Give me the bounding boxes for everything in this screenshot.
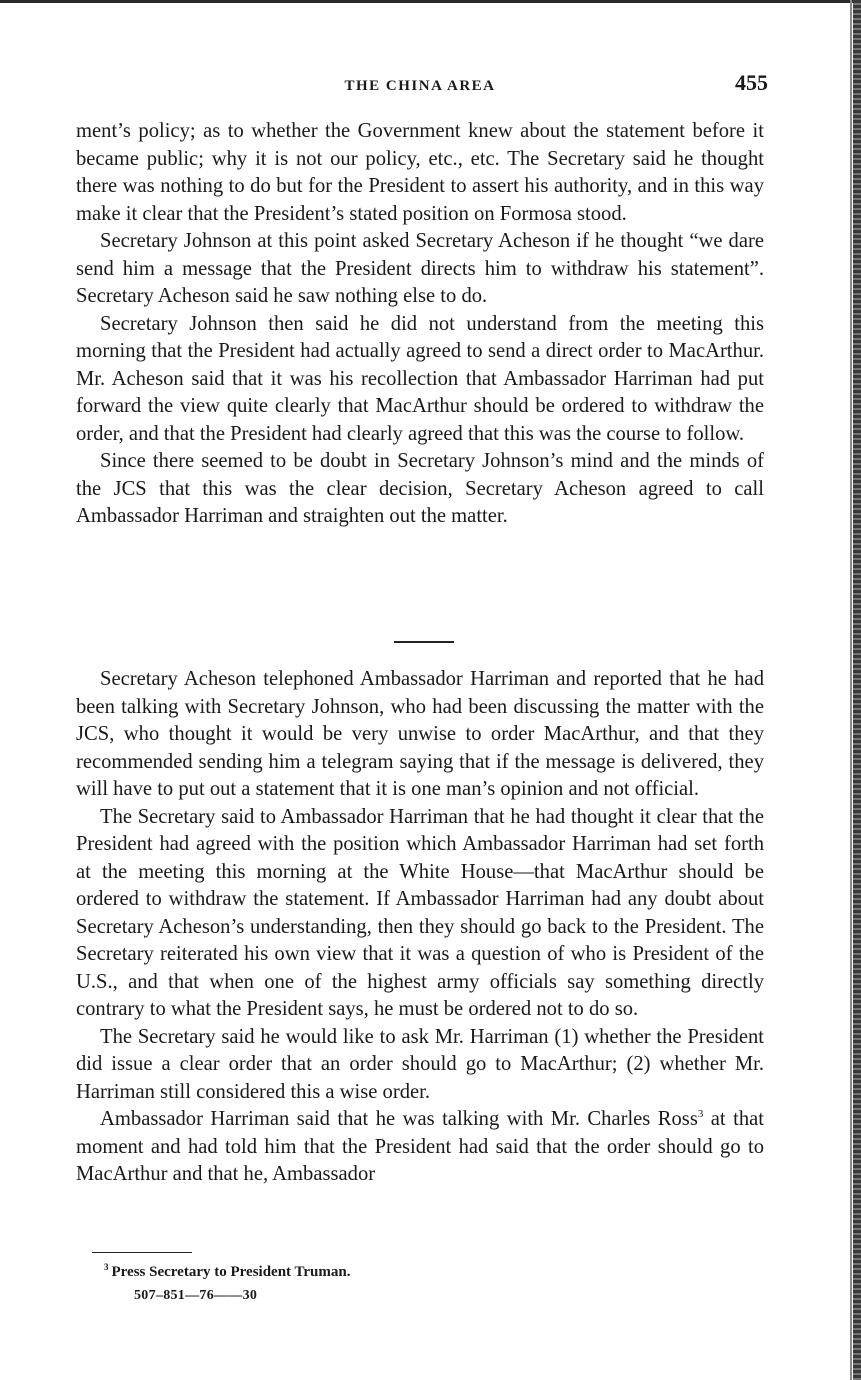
footnote-marker: 3 <box>104 1262 109 1272</box>
paragraph-text: at that moment and had told him that the President had said that the order should go to MacArthur and that he, Ambassador <box>76 1108 764 1185</box>
section-divider <box>394 641 454 643</box>
footnote-text: Press Secretary to President Truman. <box>111 1264 351 1280</box>
book-binding-edge <box>853 0 861 1380</box>
paragraph: Since there seemed to be doubt in Secretary Johnson’s mind and the minds of the JCS that this was the clear decision, Secretary Acheson agreed to call Ambassador Harriman and straighten out the matter. <box>76 450 764 527</box>
paragraph: Secretary Johnson then said he did not understand from the meeting this morning that the President had actually agreed to send a direct order to MacArthur. Mr. Acheson said that it was his recollection that Ambassador Harriman had put forward the view quite clearly that MacArthur should be ordered to withdraw the order, and that the President had clearly agreed that this was the course to follow. <box>76 312 764 445</box>
paragraph: The Secretary said he would like to ask Mr. Harriman (1) whether the President did issue a clear order that an order should go to MacArthur; (2) whether Mr. Harriman still considered this a wise order. <box>76 1025 764 1103</box>
text-block-top <box>76 118 764 531</box>
page-top-edge <box>0 0 861 3</box>
paragraph: Secretary Acheson telephoned Ambassador Harriman and reported that he had been talking with Secretary Johnson, who had been discussing the matter with the JCS, who thought it would be very unwise to order MacArthur, and that they recommended sending him a telegram saying that if the message is delivered, they will have to put out a statement that it is one man’s opinion and not official. <box>76 668 764 800</box>
print-code: 507–851—76——30 <box>134 1288 258 1303</box>
text-block-bottom <box>76 666 764 1189</box>
paragraph <box>76 1106 764 1189</box>
footnote <box>104 1262 351 1281</box>
running-head <box>76 70 768 104</box>
running-title: THE CHINA AREA <box>344 78 496 94</box>
paragraph: ment’s policy; as to whether the Government knew about the statement before it became public; why it is not our policy, etc., etc. The Secretary said he thought there was nothing to do but for the President to assert his authority, and in this way make it clear that the President’s stated position on Formosa stood. <box>76 120 764 225</box>
page-number: 455 <box>735 70 768 95</box>
paragraph: Secretary Johnson at this point asked Secretary Acheson if he thought “we dare send him a message that the President directs him to withdraw his statement”. Secretary Acheson said he saw nothing else to do. <box>76 230 764 307</box>
paragraph: The Secretary said to Ambassador Harriman that he had thought it clear that the President had agreed with the position which Ambassador Harriman had set forth at the meeting this morning at the White House—that MacArthur should be ordered to withdraw the statement. If Ambassador Harriman had any doubt about Secretary Acheson’s understanding, then they should go back to the President. The Secretary reiterated his own view that it was a question of who is President of the U.S., and that when one of the highest army officials say something directly contrary to what the President says, he must be ordered not to do so. <box>76 805 764 1020</box>
book-binding-shadow <box>850 0 852 1380</box>
paragraph-text: Ambassador Harriman said that he was talking with Mr. Charles Ross <box>100 1108 698 1130</box>
footnote-divider <box>92 1252 192 1253</box>
footnote-reference: 3 <box>697 1108 704 1121</box>
